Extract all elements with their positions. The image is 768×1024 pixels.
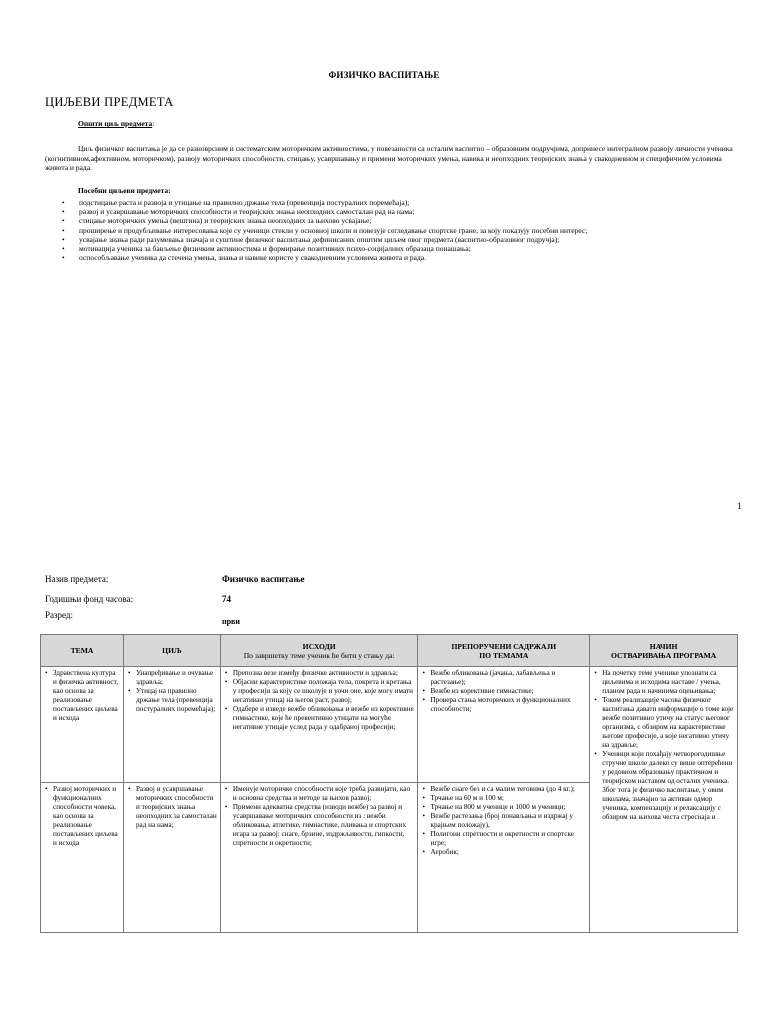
header-topic: ТЕМА: [41, 635, 124, 667]
section-heading: ЦИЉЕВИ ПРЕДМЕТА: [45, 95, 174, 109]
content-item: • Вежбе из корективне гимнастике;: [420, 687, 587, 696]
specific-goals-label: Посебни циљеви предмета:: [78, 186, 171, 195]
outcome-item: • Препозна везе између физичке активности и здравља;: [223, 669, 416, 678]
header-methods-line2: ОСТВАРИВАЊА ПРОГРАМА: [610, 650, 717, 660]
content-item: • Трчање на 800 м ученице и 1000 м ученици;: [420, 803, 587, 812]
hours-label: Годишњи фонд часова:: [45, 594, 134, 604]
specific-goal-item: • развој и усавршавање моторичких способности и теоријских знања неопходних самосталан рад на нама;: [62, 207, 742, 216]
specific-goal-item: • оспособљавање ученика да стечена умења, знања и навике користе у свакодневним условима живота и рада.: [62, 253, 742, 262]
content-item: • Вежбе растезања (број понављања и издржај у крајњем положају),: [420, 812, 587, 830]
content-cell: [418, 783, 590, 933]
method-item: • Током реализације часова физичког васпитања давати информације о томе које вежбе позитивно утичу на статус његовог организма, с обзиром на карактеристике његове професије, а које негативно утичу на здравље;: [592, 696, 735, 750]
outcome-item: • Именује моторичке способности које треба развијати, као и основна средства и методе за њихов развој;: [223, 785, 416, 803]
outcome-item: • Објасни карактеристике положаја тела, покрета и кретања у професији за коју се школује и уочи оне, које могу имати негативан утицај на његов раст, развој;: [223, 678, 416, 705]
specific-goal-item: • мотивација ученика за бављење физичким активностима и формирање позитивних психо-социјалних образаца понашања;: [62, 244, 742, 253]
general-goal-colon: :: [152, 119, 155, 128]
program-table: [40, 634, 738, 933]
content-item: • Провера стања моторичких и функционалних способности;: [420, 696, 587, 714]
table-row: [41, 667, 738, 783]
grade-label: Разред:: [45, 610, 74, 620]
goal-item: • Утицај на правилно држање тела (превенција постуралних поремећаја);: [126, 687, 218, 714]
hours-value: 74: [222, 594, 231, 604]
subject-value: Физичко васпитање: [222, 574, 305, 584]
specific-goal-item: • проширење и продубљивање интересовања које су ученици стекли у основној школи и повезује сегледавање спортске гране, за коју показују посебни интерес;: [62, 226, 742, 235]
topic-cell: [41, 667, 124, 783]
general-goal-label-text: Општи циљ предмета: [78, 119, 153, 128]
general-goal-text: Циљ физичког васпитања је да се разноврсним и систематским моторичким активностима, у повезаности са осталим васпитно – образовним подручјима, допринесе интегралном развоју личности ученика (когнитивном,афективном, моторичком), развоју моторичких способности, стицању, усавршавању и примени моторичких умења, навика и неопходних теоријских знања у свакодневном и специфичном условима живота и рада.: [45, 144, 733, 172]
header-goal: ЦИЉ: [123, 635, 220, 667]
grade-value: први: [222, 617, 240, 626]
table-header-row: [41, 635, 738, 667]
goal-item: • Унапређивање и очување здравља;: [126, 669, 218, 687]
topic-item: • Здравствена култура и физичка активност, као основа за реализовање постављених циљева и исхода: [43, 669, 121, 723]
general-goal-label: [78, 119, 154, 128]
content-item: • Вежбе обликовања (јачања, лабављења и растезање);: [420, 669, 587, 687]
methods-cell: [590, 667, 738, 933]
outcomes-cell: [220, 667, 418, 783]
header-outcomes-title: ИСХОДИ: [302, 641, 336, 651]
topic-cell: [41, 783, 124, 933]
content-item: • Трчање на 60 м и 100 м;: [420, 794, 587, 803]
header-content-line2: ПО ТЕМАМА: [479, 650, 529, 660]
method-item: • На почетку теме ученике упознати са циљевима и исходима наставе / учења, планом рада и начинима оцењивања;: [592, 669, 735, 696]
header-outcomes-subtitle: По завршетку теме ученик ће бити у стању да:: [243, 650, 395, 660]
header-content: [418, 635, 590, 667]
content-item: • Аеробик;: [420, 848, 587, 857]
header-methods-line1: НАЧИН: [649, 641, 678, 651]
subject-label: Назив предмета:: [45, 574, 109, 584]
topic-item: • Развој моторичких и функционалних способности човека, као основа за реализовање постављених циљева и исхода: [43, 785, 121, 848]
content-item: • Вежбе снаге без и са малим теговима (до 4 кг.);: [420, 785, 587, 794]
header-content-line1: ПРЕПОРУЧЕНИ САДРЖАЈИ: [451, 641, 557, 651]
content-cell: [418, 667, 590, 783]
goal-item: • Развој и усавршавање моторичких способности и теоријских знања неопходних за самосталан рад на нама;: [126, 785, 218, 830]
content-item: • Полигони спретности и окретности и спортске игре;: [420, 830, 587, 848]
specific-goal-item: • усвајање знања ради разумевања значаја и суштине физичког васпитања дефинисаних општим циљем овог предмета (васпитно-образовног подручја);: [62, 235, 742, 244]
specific-goal-item: • стицање моторичких умења (вештина) и теоријских знања неопходних за њихово усвајање;: [62, 216, 742, 225]
specific-goal-item: • подстицање раста и развоја и утицање на правилно држање тела (превенција постуралних поремећаја);: [62, 198, 742, 207]
general-goal-paragraph: [45, 144, 745, 173]
outcome-item: • Одабере и изведе вежбе обликовања и вежбе из корективне гимнастике, које ће превентивно утицати на могуће негативне утицаје услед рада у одабраној професији;: [223, 705, 416, 732]
header-outcomes: [220, 635, 418, 667]
header-methods: [590, 635, 738, 667]
outcomes-cell: [220, 783, 418, 933]
outcome-item: • Примени адекватна средства (изводи вежбе) за развој и усавршавање моторичких способности из : вежби обликовања, атлетике, гимнастике, пливања и спортских игара за развој: снаге, брзине, издржљивости, гипкости, спретности и окретности;: [223, 803, 416, 848]
method-item: • Ученици који похађају четворогодишње стручне школе далеко су више оптерећени у редовном образовању практичном и теоријском наставом од осталих ученика. Због тога је физичко васпитање, у овим школама, значајно за активан одмор ученика, компензацију и релаксацију с обзиром на њихова честа стреснаја и: [592, 750, 735, 822]
page-number: 1: [737, 501, 742, 511]
page-title: ФИЗИЧКО ВАСПИТАЊЕ: [328, 70, 440, 80]
specific-goals-list: [62, 198, 742, 262]
goal-cell: [123, 783, 220, 933]
goal-cell: [123, 667, 220, 783]
